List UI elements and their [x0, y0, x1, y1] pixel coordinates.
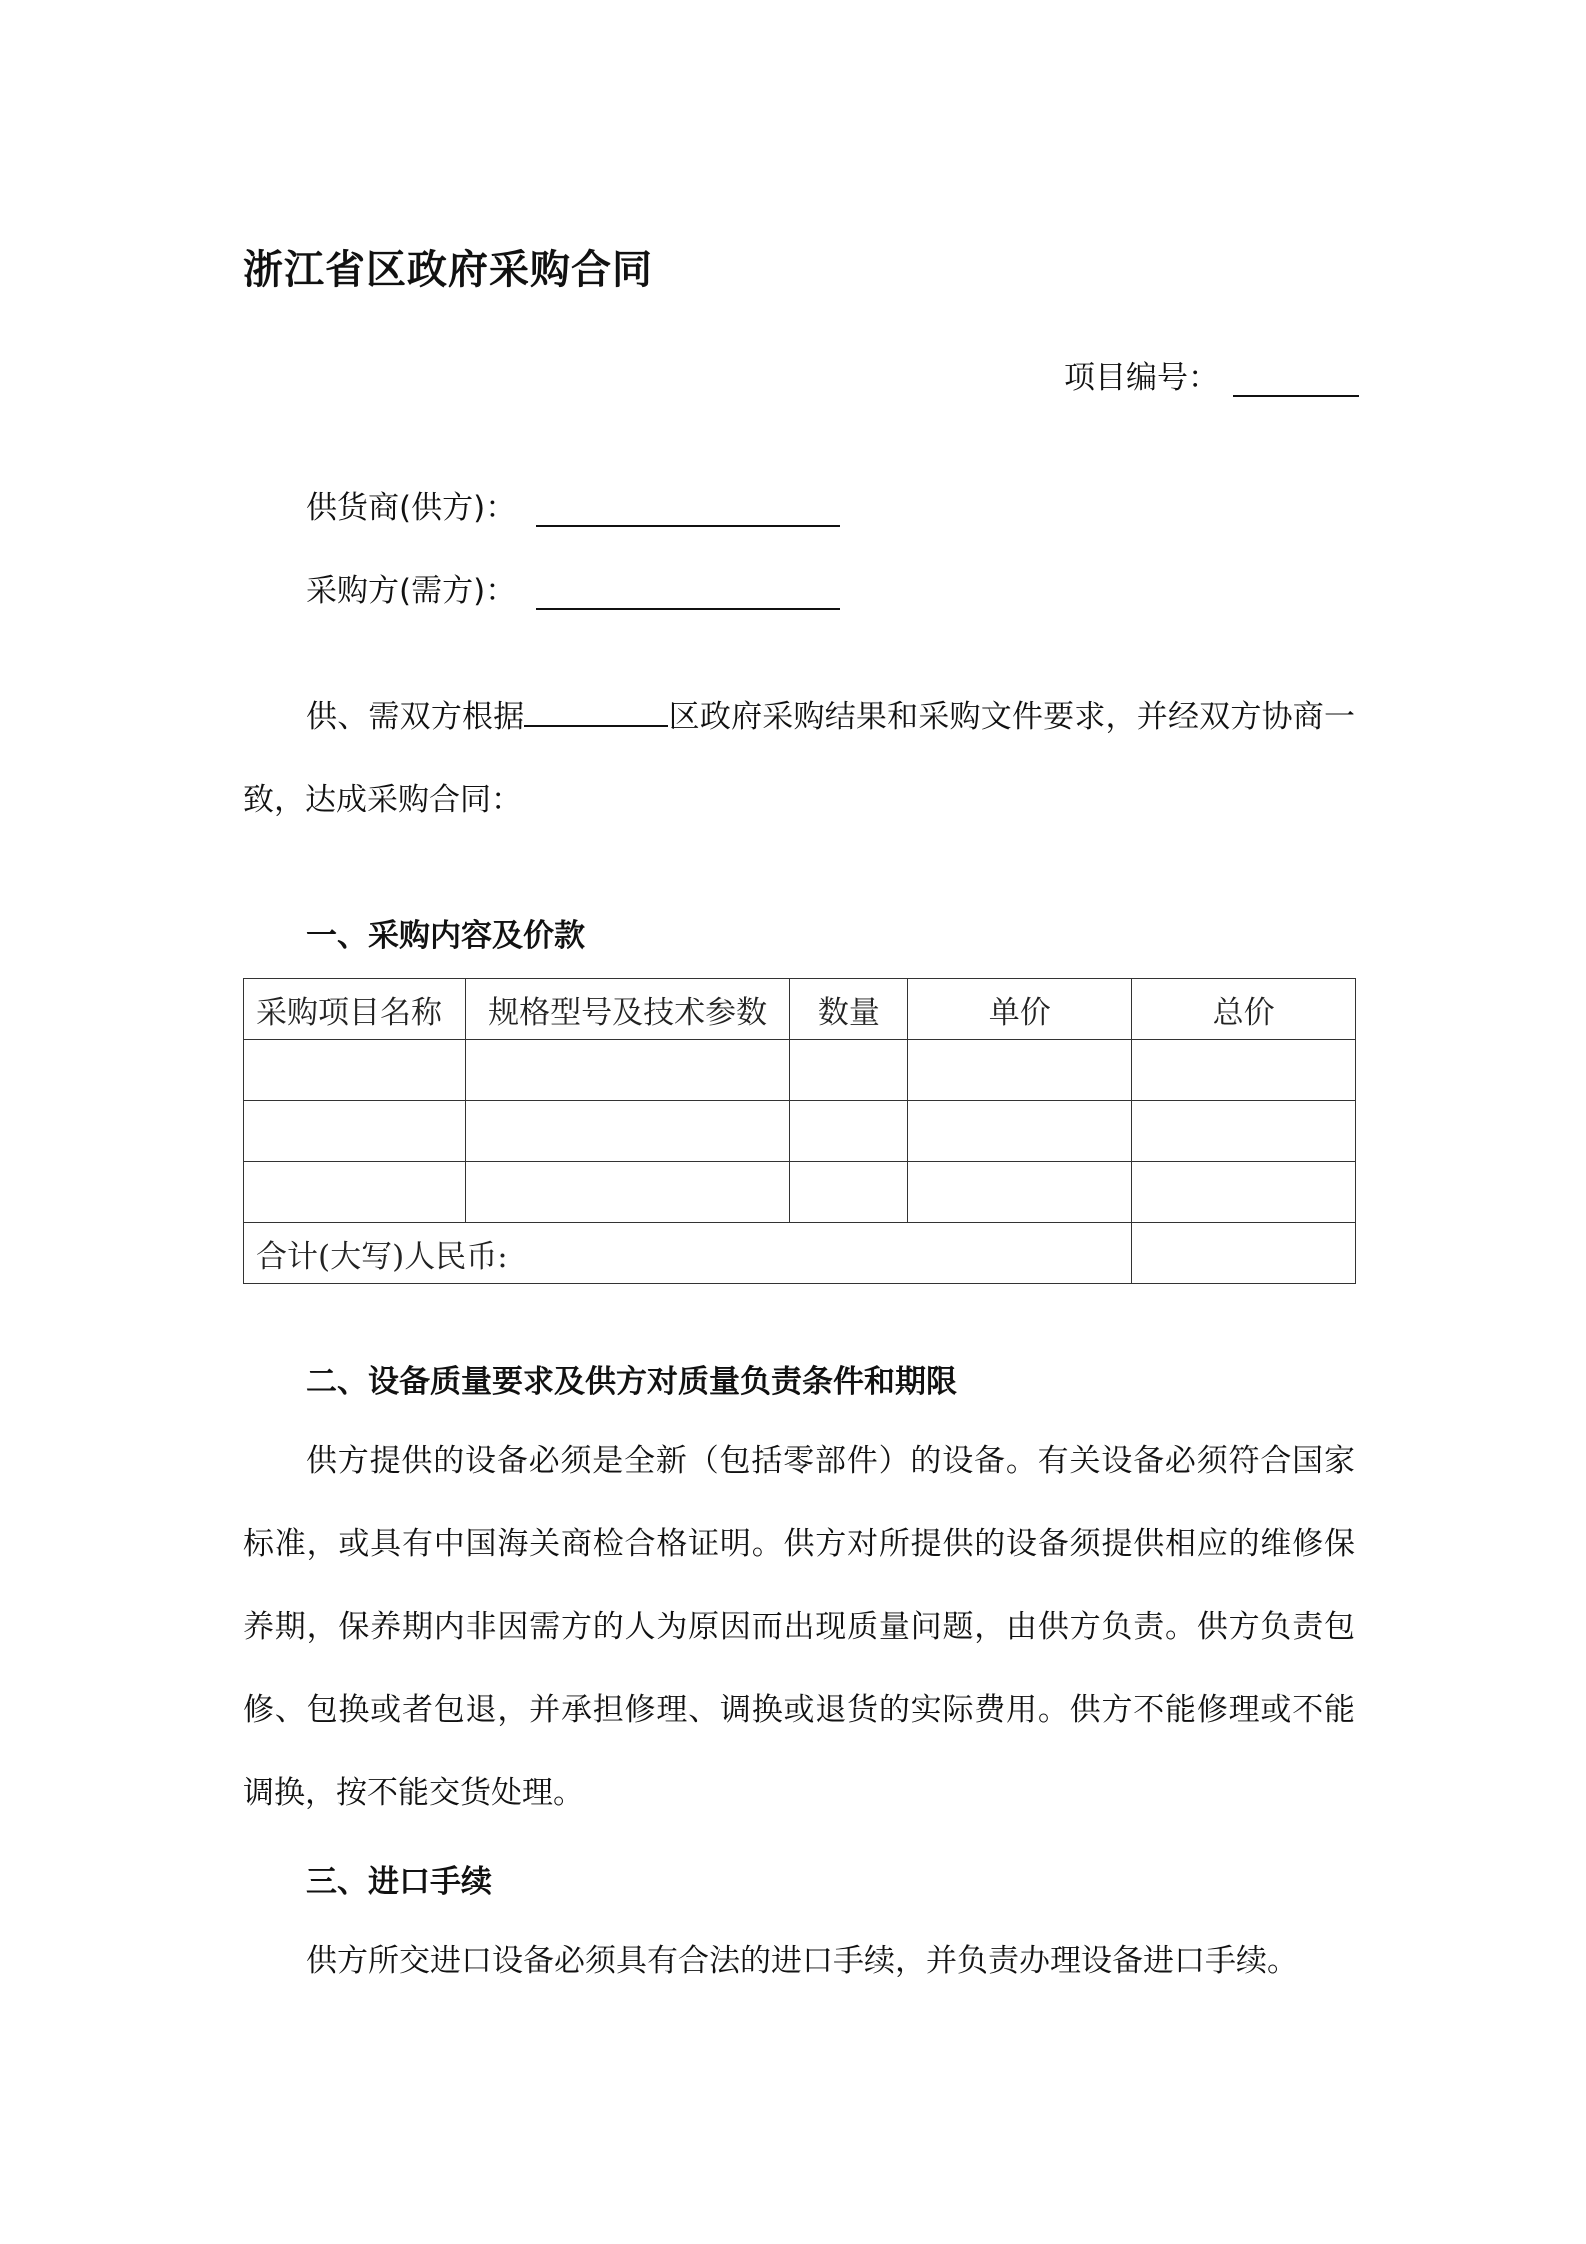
supplier-field — [306, 482, 840, 527]
buyer-blank[interactable] — [536, 572, 840, 610]
purchase-items-table — [243, 978, 1356, 1284]
table-cell[interactable] — [1132, 1101, 1356, 1162]
table-cell[interactable] — [465, 1101, 790, 1162]
project-number-field — [1064, 352, 1359, 397]
project-number-label: 项目编号： — [1064, 360, 1219, 396]
table-cell[interactable] — [908, 1101, 1132, 1162]
section-1-heading: 一、采购内容及价款 — [306, 918, 585, 954]
intro-text-2: 区政府采购结果和采购文件要求，并经双方协商一致，达成采购合同： — [243, 699, 1356, 818]
total-amount-cell[interactable] — [1132, 1223, 1356, 1284]
header-item-name: 采购项目名称 — [244, 979, 466, 1040]
table-total-row — [244, 1223, 1356, 1284]
table-cell[interactable] — [244, 1101, 466, 1162]
buyer-label: 采购方(需方)： — [306, 573, 517, 609]
section-2-body — [243, 1420, 1355, 1835]
table-header-row — [244, 979, 1356, 1040]
table-cell[interactable] — [465, 1162, 790, 1223]
buyer-field — [306, 565, 840, 610]
header-quantity: 数量 — [790, 979, 908, 1040]
intro-text-1: 供、需双方根据 — [306, 699, 525, 735]
table-row — [244, 1162, 1356, 1223]
section-3-text: 供方所交进口设备必须具有合法的进口手续，并负责办理设备进口手续。 — [306, 1943, 1298, 1979]
header-spec: 规格型号及技术参数 — [465, 979, 790, 1040]
total-amount-label: 合计(大写)人民币: — [244, 1223, 1132, 1284]
table-cell[interactable] — [908, 1040, 1132, 1101]
table-row — [244, 1101, 1356, 1162]
table-cell[interactable] — [908, 1162, 1132, 1223]
table-cell[interactable] — [790, 1040, 908, 1101]
table-cell[interactable] — [790, 1101, 908, 1162]
table-cell[interactable] — [1132, 1040, 1356, 1101]
table-cell[interactable] — [244, 1040, 466, 1101]
section-3-body — [243, 1920, 1355, 2003]
document-title: 浙江省区政府采购合同 — [243, 247, 653, 293]
intro-paragraph — [243, 676, 1355, 842]
section-3-heading: 三、进口手续 — [306, 1864, 492, 1900]
section-2-text: 供方提供的设备必须是全新（包括零部件）的设备。有关设备必须符合国家标准，或具有中国海关商检合格证明。供方对所提供的设备须提供相应的维修保养期，保养期内非因需方的人为原因而出现质量问题，由供方负责。供方负责包修、包换或者包退，并承担修理、调换或退货的实际费用。供方不能修理或不能调换，按不能交货处理。 — [243, 1443, 1355, 1811]
supplier-blank[interactable] — [536, 489, 840, 527]
table-cell[interactable] — [1132, 1162, 1356, 1223]
table-row — [244, 1040, 1356, 1101]
table-cell[interactable] — [790, 1162, 908, 1223]
header-total-price: 总价 — [1132, 979, 1356, 1040]
district-blank[interactable] — [524, 693, 668, 727]
project-number-blank[interactable] — [1233, 359, 1359, 397]
header-unit-price: 单价 — [908, 979, 1132, 1040]
supplier-label: 供货商(供方)： — [306, 490, 517, 526]
table-cell[interactable] — [465, 1040, 790, 1101]
table-cell[interactable] — [244, 1162, 466, 1223]
section-2-heading: 二、设备质量要求及供方对质量负责条件和期限 — [306, 1364, 957, 1400]
